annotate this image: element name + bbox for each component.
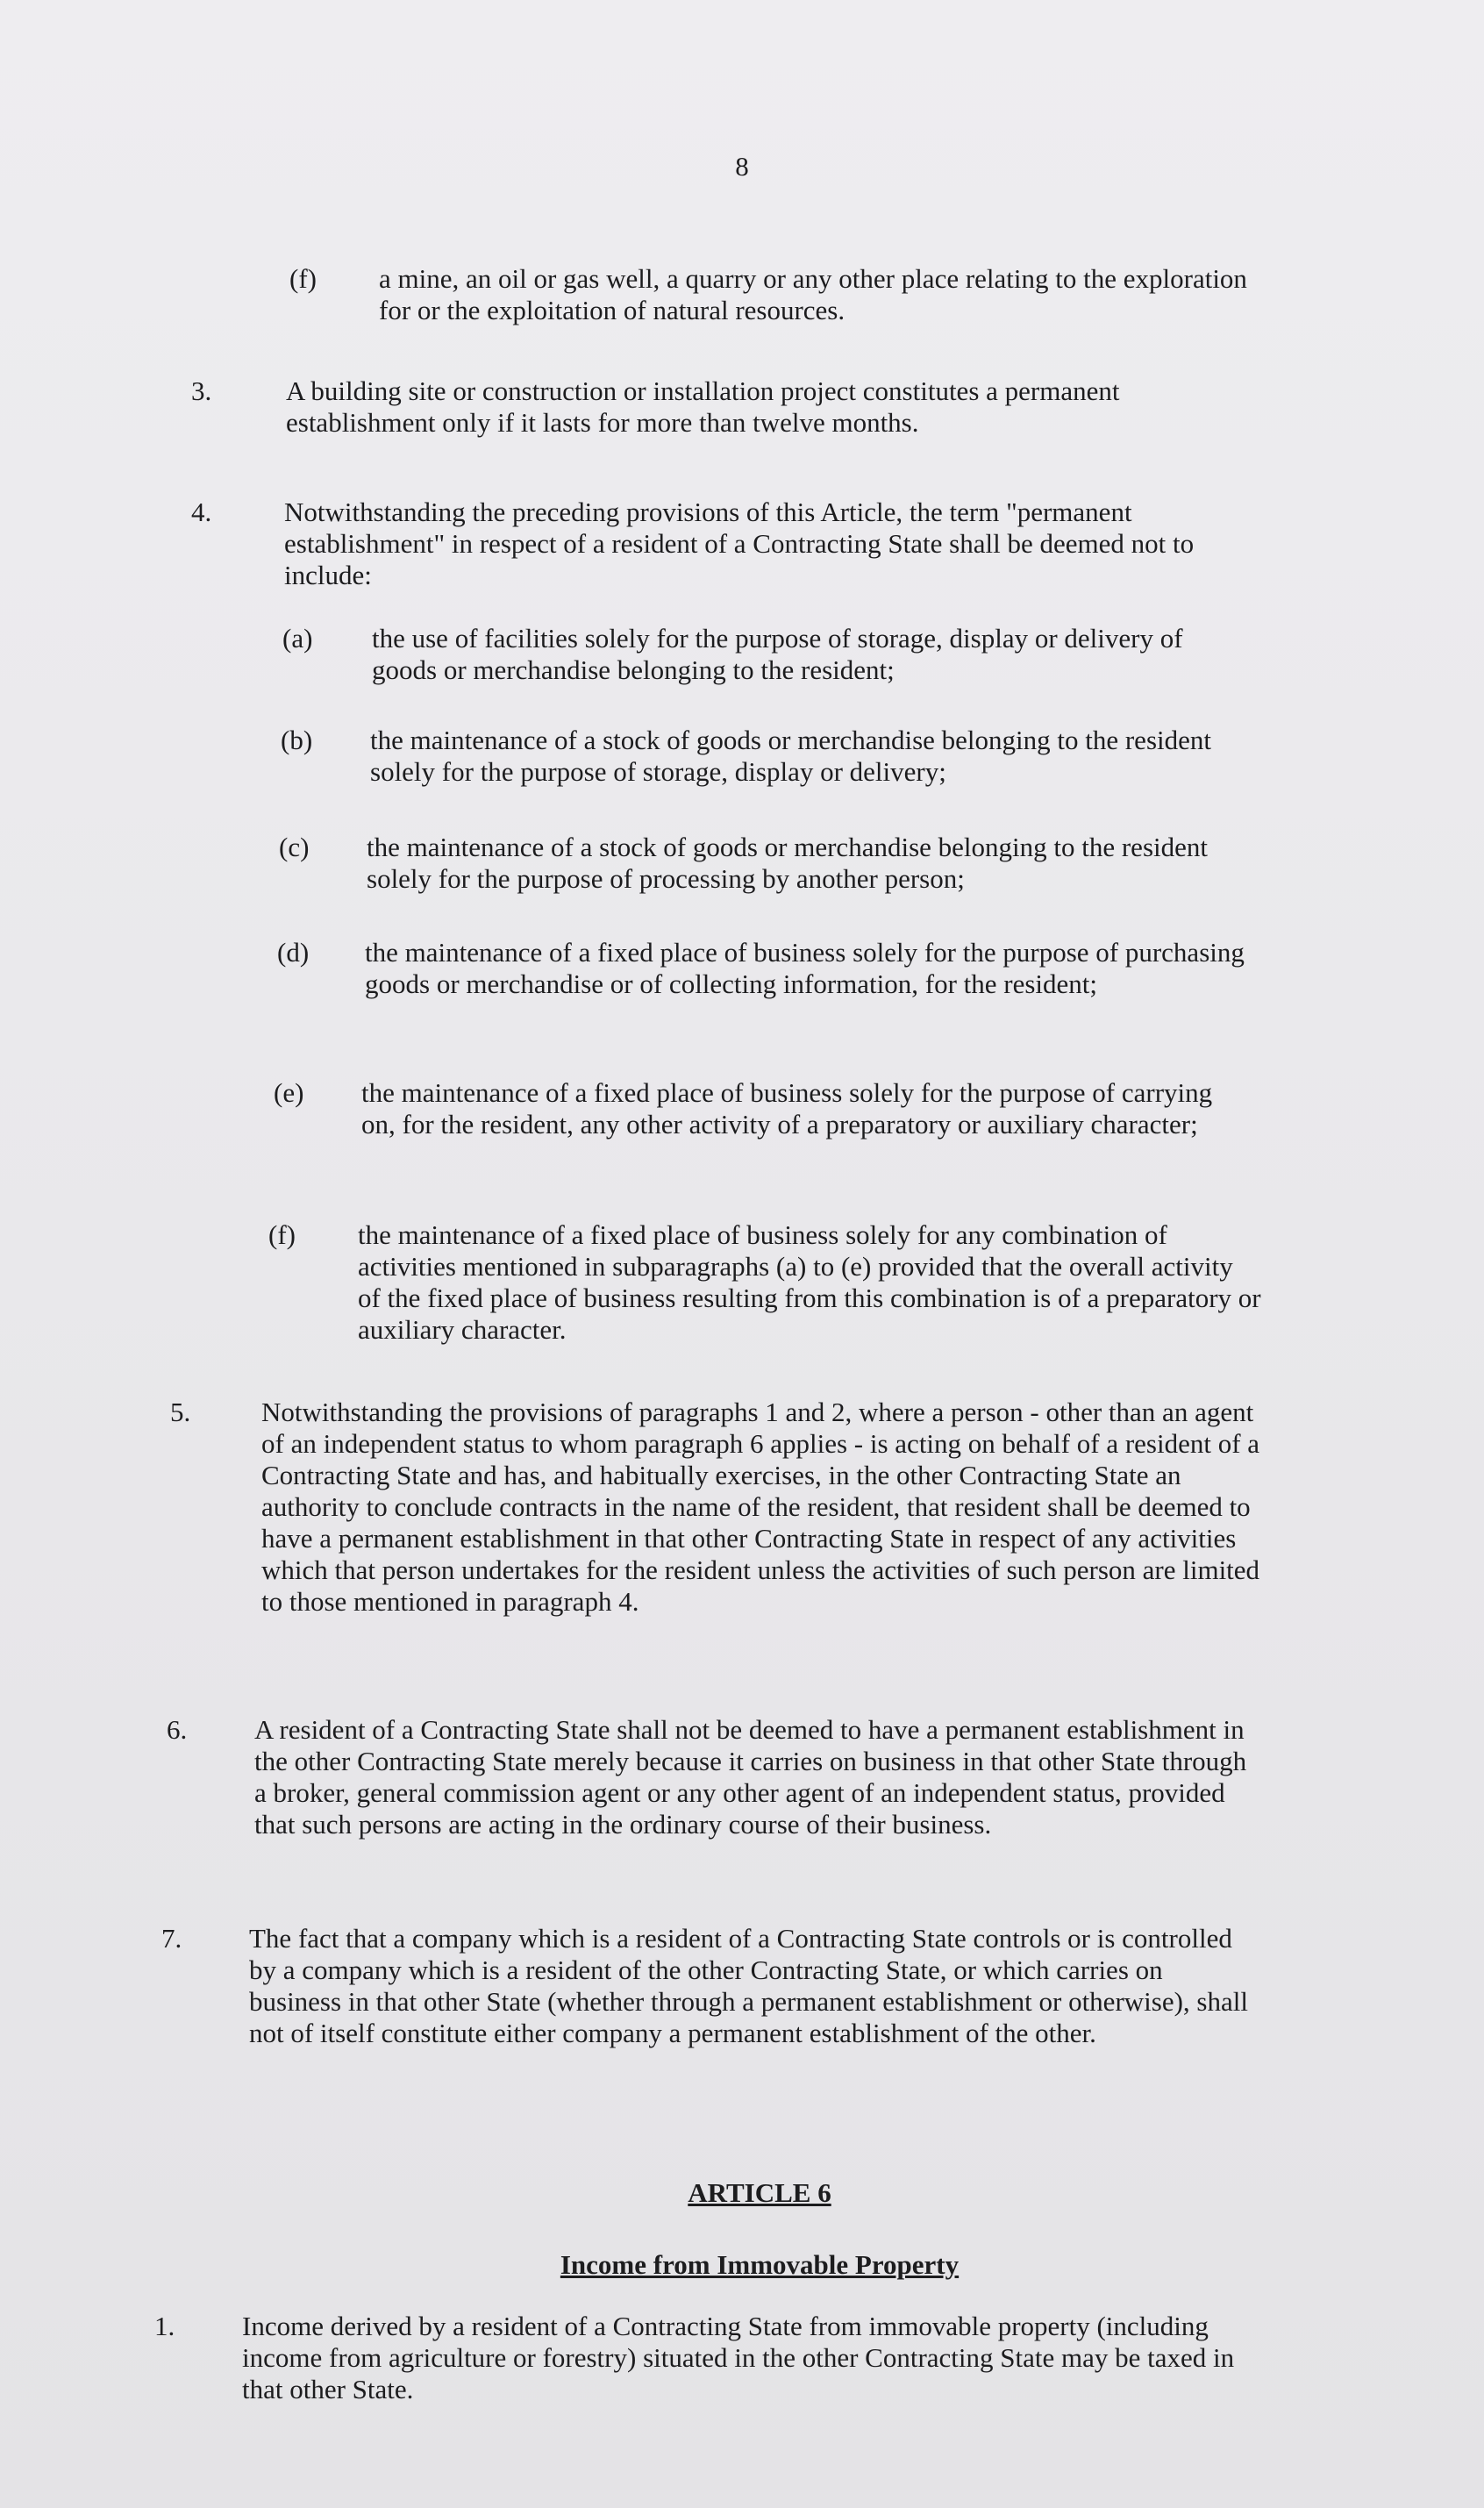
item-marker: 6. [167,1714,188,1745]
page-number: 8 [735,151,749,182]
article-6-paragraph-1 [0,2311,1484,2416]
item-marker: (c) [279,832,310,862]
item-text: the maintenance of a fixed place of business solely for the purpose of carrying on, for the resident, any other activity of a preparatory or auxiliary character; [361,1077,1213,1140]
item-marker: (d) [277,937,310,968]
paragraph-6 [0,1714,1484,1890]
item-marker: (b) [281,725,313,755]
item-text: Income derived by a resident of a Contracting State from immovable property (including income from agriculture or forestry) situated in the other Contracting State may be taxed in that other State. [242,2311,1235,2404]
item-text: A building site or construction or installation project constitutes a permanent establishment only if it lasts for more than twelve months. [286,375,1120,438]
subparagraph-f-mine [0,263,1484,351]
item-marker: (e) [274,1077,304,1108]
item-text: the maintenance of a fixed place of business solely for any combination of activities mentioned in subparagraphs (a) to (e) provided that the overall activity of the fixed place of business resulting from this combination is of a preparatory or auxiliary character. [358,1219,1261,1345]
subparagraph-a [0,623,1484,693]
item-text: Notwithstanding the provisions of paragraphs 1 and 2, where a person - other than an agent of an independent status to whom paragraph 6 applies - is acting on behalf of a resident of a Contracting State and has, and habitually exercises, in the other Contracting State an authority to conclude contracts in the name of the resident, that resident shall be deemed to have a permanent establishment in that other Contracting State in respect of any activities which that person undertakes for the resident unless the activities of such person are limited to those mentioned in paragraph 4. [261,1397,1260,1617]
item-marker: (f) [289,263,317,294]
article-heading: ARTICLE 6 [688,2177,831,2208]
subparagraph-d [0,937,1484,1042]
item-marker: 4. [191,497,212,527]
item-text: the maintenance of a stock of goods or merchandise belonging to the resident solely for the purpose of storage, display or delivery; [370,725,1211,787]
item-marker: 1. [154,2311,175,2341]
paragraph-3 [0,375,1484,454]
item-text: The fact that a company which is a resident of a Contracting State controls or is controlled by a company which is a resident of the other Contracting State, or which carries on business in that other State (whether through a permanent establishment or otherwise), shall not of itself constitute either company a permanent establishment of the other. [249,1923,1248,2048]
paragraph-4 [0,497,1484,602]
item-text: Notwithstanding the preceding provisions of this Article, the term "permanent establishment" in respect of a resident of a Contracting State shall be deemed not to include: [284,497,1195,590]
subparagraph-c [0,832,1484,902]
paragraph-7 [0,1923,1484,2098]
item-text: the maintenance of a fixed place of business solely for the purpose of purchasing goods or merchandise or of collecting information, for the resident; [365,937,1245,999]
item-text: a mine, an oil or gas well, a quarry or any other place relating to the exploration for or the exploitation of natural resources. [379,263,1247,325]
item-text: the use of facilities solely for the purpose of storage, display or delivery of goods or merchandise belonging to the resident; [372,623,1183,685]
item-text: the maintenance of a stock of goods or merchandise belonging to the resident solely for the purpose of processing by another person; [367,832,1208,894]
subparagraph-f-combination [0,1219,1484,1360]
item-marker: 5. [170,1397,191,1427]
article-title: Income from Immovable Property [560,2249,960,2280]
paragraph-5 [0,1397,1484,1677]
item-marker: 3. [191,375,212,406]
item-marker: (a) [282,623,313,654]
item-text: A resident of a Contracting State shall not be deemed to have a permanent establishment in the other Contracting State merely because it carries on business in that other State through a broker, general commission agent or any other agent of an independent status, provided that such persons are acting in the ordinary course of their business. [254,1714,1247,1840]
item-marker: 7. [161,1923,182,1954]
subparagraph-e [0,1077,1484,1183]
item-marker: (f) [268,1219,296,1250]
subparagraph-b [0,725,1484,795]
